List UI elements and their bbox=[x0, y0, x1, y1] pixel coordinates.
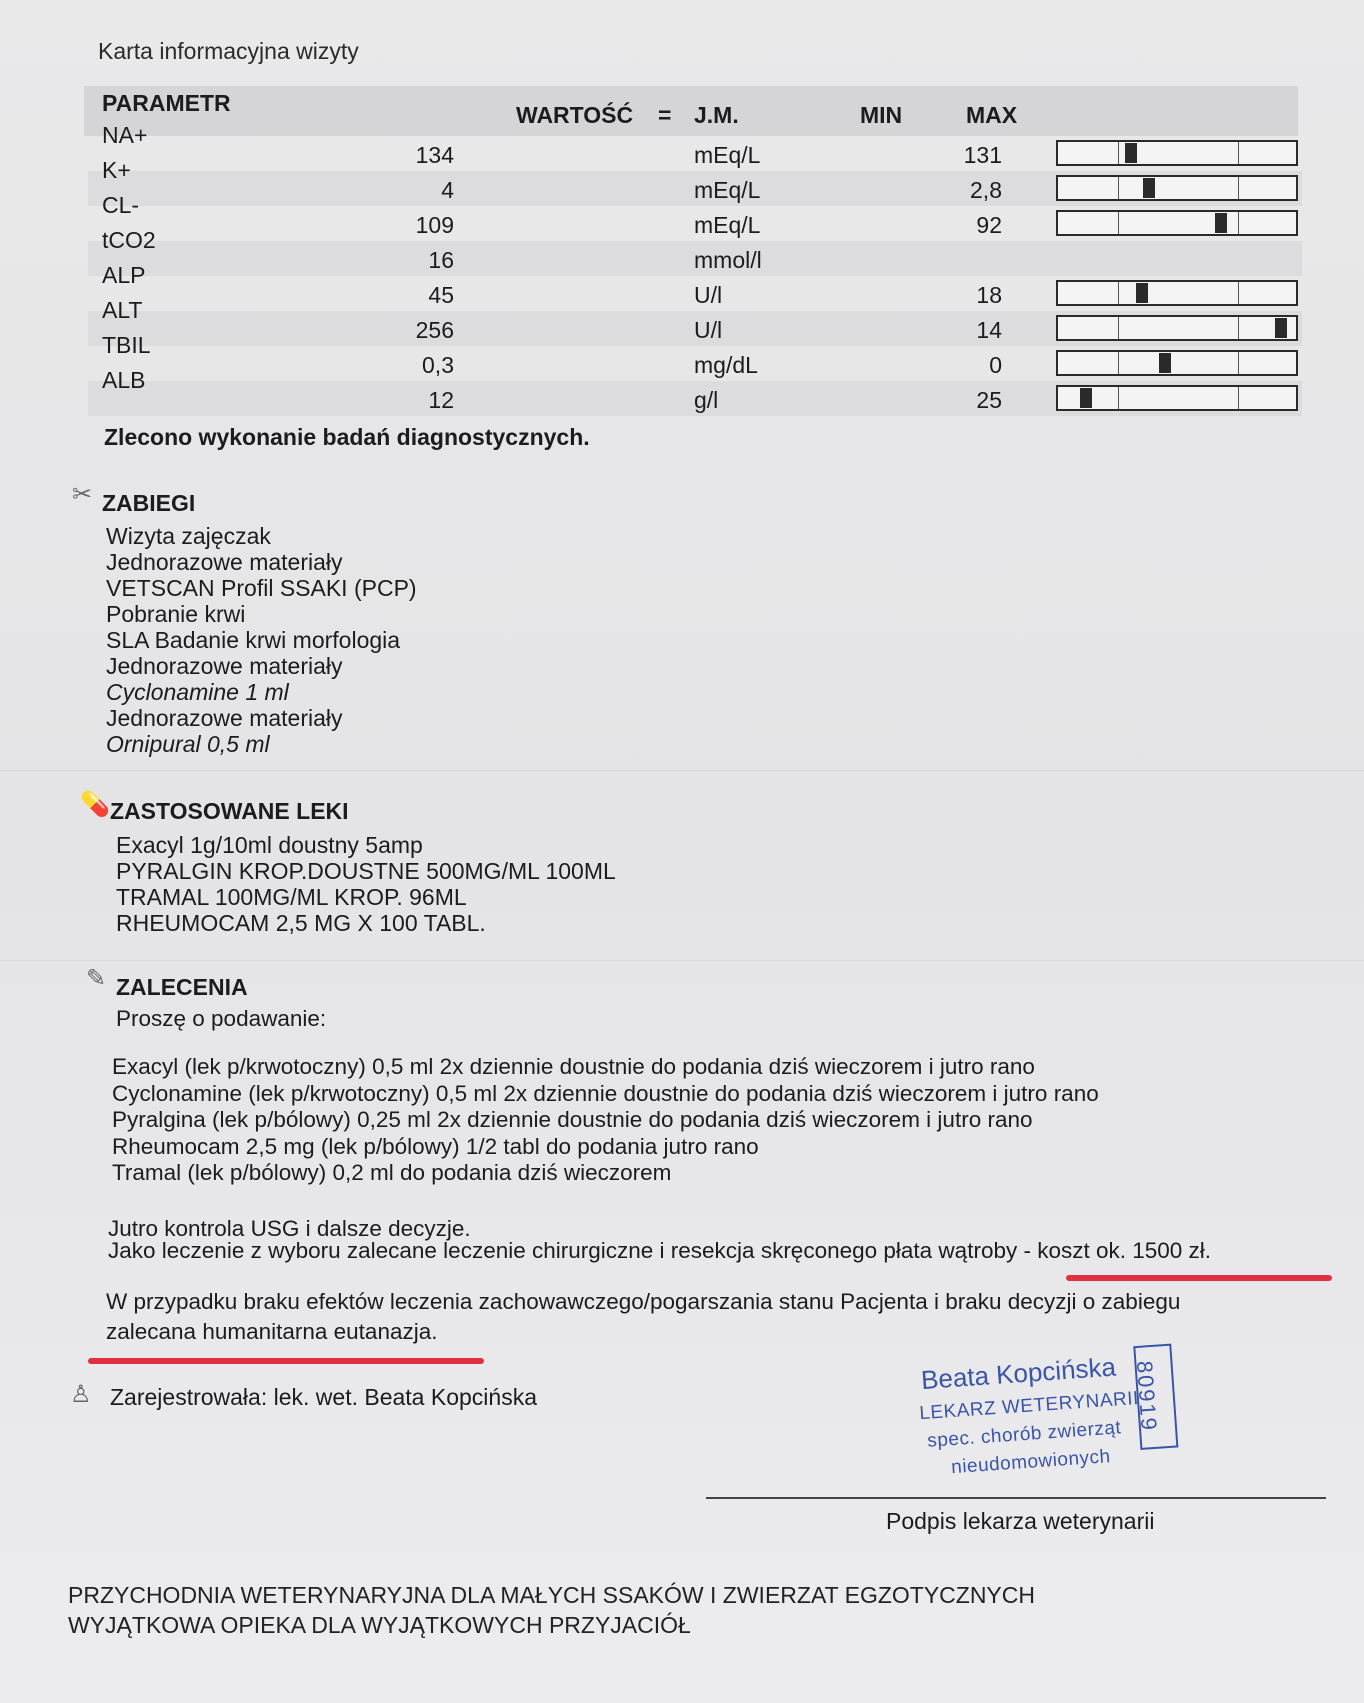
min-cell: 14 bbox=[976, 317, 1002, 343]
range-marker bbox=[1215, 213, 1227, 233]
person-icon: ♙ bbox=[70, 1381, 92, 1408]
table-row bbox=[88, 262, 1302, 311]
param-cell: ALB bbox=[102, 367, 146, 393]
stamp-name: Beata Kopcińska bbox=[920, 1351, 1117, 1396]
unit-cell: mEq/L bbox=[694, 142, 761, 168]
range-marker bbox=[1275, 318, 1287, 338]
value-cell: 0,3 bbox=[422, 352, 454, 378]
range-bar bbox=[1056, 315, 1298, 341]
table-row bbox=[88, 192, 1302, 241]
list-item: Rheumocam 2,5 mg (lek p/bólowy) 1/2 tabl do podania jutro rano bbox=[112, 1133, 759, 1159]
list-item: TRAMAL 100MG/ML KROP. 96ML bbox=[116, 884, 467, 910]
range-marker bbox=[1080, 388, 1092, 408]
unit-cell: mg/dL bbox=[694, 352, 758, 378]
header-wartosc: WARTOŚĆ bbox=[516, 102, 634, 128]
footer-line: PRZYCHODNIA WETERYNARYJNA DLA MAŁYCH SSAKÓW I ZWIERZAT EGZOTYCZNYCH bbox=[68, 1582, 1035, 1608]
list-item: Exacyl 1g/10ml doustny 5amp bbox=[116, 832, 423, 858]
zalecenia-list bbox=[112, 1054, 1099, 1187]
euthanasia-note-line1: W przypadku braku efektów leczenia zachowawczego/pogarszania stanu Pacjenta i braku decyzji o zabiegu bbox=[106, 1289, 1181, 1314]
red-underline bbox=[88, 1358, 484, 1364]
unit-cell: U/l bbox=[694, 282, 723, 308]
min-cell: 2,8 bbox=[970, 177, 1002, 203]
signature-label: Podpis lekarza weterynarii bbox=[886, 1508, 1155, 1534]
list-item: Cyclonamine (lek p/krwotoczny) 0,5 ml 2x dziennie doustnie do podania dziś wieczorem i jutro rano bbox=[112, 1080, 1099, 1106]
list-item: Exacyl (lek p/krwotoczny) 0,5 ml 2x dziennie doustnie do podania dziś wieczorem i jutro rano bbox=[112, 1054, 1035, 1079]
stamp-number: 80919 bbox=[1131, 1360, 1162, 1433]
min-cell: 92 bbox=[976, 212, 1002, 238]
results-table-header bbox=[84, 86, 1298, 136]
list-item: Wizyta zajęczak bbox=[106, 523, 271, 549]
param-cell: K+ bbox=[102, 157, 131, 183]
range-bar bbox=[1056, 140, 1298, 166]
range-bar bbox=[1056, 350, 1298, 376]
leki-list bbox=[116, 832, 616, 936]
param-cell: TBIL bbox=[102, 332, 151, 358]
value-cell: 45 bbox=[428, 282, 454, 308]
red-underline bbox=[1066, 1275, 1332, 1281]
value-cell: 16 bbox=[428, 247, 454, 273]
range-bar bbox=[1056, 385, 1298, 411]
table-row bbox=[88, 157, 1302, 206]
list-item: RHEUMOCAM 2,5 MG X 100 TABL. bbox=[116, 910, 486, 936]
range-marker bbox=[1136, 283, 1148, 303]
value-cell: 134 bbox=[415, 142, 454, 168]
min-cell: 25 bbox=[976, 387, 1002, 413]
header-max: MAX bbox=[966, 102, 1018, 128]
scissors-icon: ✂ bbox=[72, 481, 93, 508]
header-unit: J.M. bbox=[694, 102, 739, 128]
unit-cell: U/l bbox=[694, 317, 723, 343]
signature-line bbox=[706, 1497, 1326, 1499]
list-item: Jednorazowe materiały bbox=[106, 653, 343, 679]
list-item: Jednorazowe materiały bbox=[106, 549, 343, 575]
section-zalecenia-title: ZALECENIA bbox=[116, 974, 248, 1000]
zabiegi-list bbox=[106, 523, 417, 757]
unit-cell: mEq/L bbox=[694, 177, 761, 203]
range-marker bbox=[1125, 143, 1137, 163]
control-note: Jutro kontrola USG i dalsze decyzje. bbox=[108, 1216, 471, 1241]
section-leki-title: ZASTOSOWANE LEKI bbox=[110, 798, 349, 824]
param-cell: CL- bbox=[102, 192, 140, 218]
range-bar bbox=[1056, 175, 1298, 201]
unit-cell: g/l bbox=[694, 387, 719, 413]
surgery-note: Jako leczenie z wyboru zalecane leczenie chirurgiczne i resekcja skręconego płata wątroby - koszt ok. 1500 zł. bbox=[108, 1238, 1212, 1263]
param-cell: NA+ bbox=[102, 122, 148, 148]
list-item: PYRALGIN KROP.DOUSTNE 500MG/ML 100ML bbox=[116, 858, 616, 884]
stamp-line: LEKARZ WETERYNARII bbox=[918, 1388, 1140, 1425]
list-item: SLA Badanie krwi morfologia bbox=[106, 627, 401, 653]
list-item: Pobranie krwi bbox=[106, 601, 246, 627]
pill-icon: 💊 bbox=[80, 791, 110, 818]
list-item: Pyralgina (lek p/bólowy) 0,25 ml 2x dziennie doustnie do podania dziś wieczorem i jutro rano bbox=[112, 1107, 1033, 1132]
clinic-footer bbox=[68, 1580, 1035, 1640]
footer-line: WYJĄTKOWA OPIEKA DLA WYJĄTKOWYCH PRZYJACIÓŁ bbox=[68, 1612, 691, 1638]
list-item: Tramal (lek p/bólowy) 0,2 ml do podania dziś wieczorem bbox=[112, 1160, 672, 1185]
header-parametr: PARAMETR bbox=[102, 90, 231, 116]
param-cell: ALT bbox=[102, 297, 143, 323]
list-item: Cyclonamine 1 ml bbox=[106, 679, 289, 705]
unit-cell: mmol/l bbox=[694, 247, 762, 273]
header-min: MIN bbox=[860, 102, 903, 128]
table-row bbox=[88, 122, 1302, 171]
min-cell: 18 bbox=[976, 282, 1002, 308]
value-cell: 4 bbox=[441, 177, 454, 203]
zalecenia-intro: Proszę o podawanie: bbox=[116, 1006, 327, 1031]
range-bar bbox=[1056, 280, 1298, 306]
range-bar bbox=[1056, 210, 1298, 236]
table-row bbox=[88, 332, 1302, 381]
list-item: Jednorazowe materiały bbox=[106, 705, 343, 731]
stamp-line: spec. chorób zwierząt bbox=[926, 1417, 1122, 1452]
range-marker bbox=[1159, 353, 1171, 373]
min-cell: 131 bbox=[963, 142, 1002, 168]
range-marker bbox=[1143, 178, 1155, 198]
header-eq: = bbox=[658, 102, 672, 128]
list-item: VETSCAN Profil SSAKI (PCP) bbox=[106, 575, 417, 601]
doctor-stamp bbox=[914, 1343, 1192, 1492]
paper-fold bbox=[0, 770, 1364, 773]
list-item: Ornipural 0,5 ml bbox=[106, 731, 270, 757]
table-row bbox=[88, 297, 1302, 346]
stamp-number-box bbox=[1133, 1344, 1178, 1450]
value-cell: 109 bbox=[415, 212, 454, 238]
table-row bbox=[88, 227, 1302, 276]
param-cell: ALP bbox=[102, 262, 146, 288]
paper-fold bbox=[0, 960, 1364, 963]
diagnostic-note: Zlecono wykonanie badań diagnostycznych. bbox=[104, 424, 590, 450]
euthanasia-note-line2: zalecana humanitarna eutanazja. bbox=[106, 1319, 438, 1344]
unit-cell: mEq/L bbox=[694, 212, 761, 238]
param-cell: tCO2 bbox=[102, 227, 156, 253]
value-cell: 12 bbox=[428, 387, 454, 413]
document-title: Karta informacyjna wizyty bbox=[98, 38, 359, 64]
value-cell: 256 bbox=[415, 317, 454, 343]
section-zabiegi-title: ZABIEGI bbox=[102, 490, 196, 516]
registered-by: Zarejestrowała: lek. wet. Beata Kopcińska bbox=[110, 1384, 537, 1410]
min-cell: 0 bbox=[989, 352, 1002, 378]
stamp-line: nieudomowionych bbox=[950, 1446, 1112, 1479]
pencil-icon: ✎ bbox=[86, 965, 107, 992]
table-row bbox=[88, 367, 1302, 416]
